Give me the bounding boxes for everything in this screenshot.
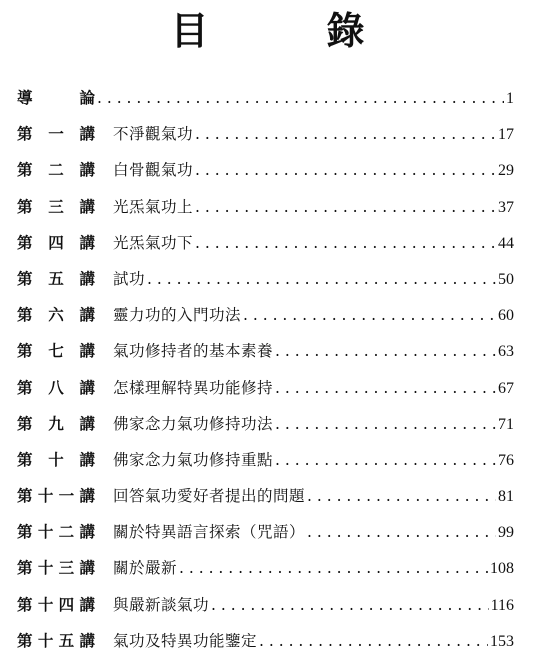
dot-leader (211, 593, 489, 617)
lecture-label-char: 十 (37, 558, 54, 578)
lecture-label (17, 556, 95, 580)
lecture-label-char: 十 (37, 630, 54, 650)
lecture-label-char: 第 (17, 630, 33, 650)
dot-leader (307, 520, 496, 544)
toc-entry-lecture-1 (17, 122, 514, 158)
page-number: 50 (498, 270, 514, 288)
lecture-label-char: 六 (48, 305, 64, 325)
lecture-label-char: 十 (37, 522, 54, 542)
page-number: 116 (490, 596, 514, 614)
dot-leader (147, 267, 496, 291)
lecture-label-char: 第 (17, 486, 33, 506)
dot-leader (307, 484, 496, 508)
toc-entry-lecture-2 (17, 158, 514, 194)
toc-entry-lecture-7 (17, 339, 514, 375)
toc-entry-lecture-15 (17, 629, 514, 665)
chapter-title: 怎樣理解特異功能修持 (113, 378, 274, 397)
toc-entry-lecture-5 (17, 267, 514, 303)
lecture-label-char: 講 (79, 630, 95, 650)
lecture-label-char: 十 (48, 449, 64, 469)
lecture-label-char: 第 (17, 594, 33, 614)
lecture-label (17, 195, 95, 219)
lecture-label (17, 484, 95, 508)
dot-leader (97, 86, 504, 110)
chapter-title: 回答氣功愛好者提出的問題 (113, 487, 306, 506)
chapter-title: 氣功及特異功能鑒定 (113, 631, 258, 650)
chapter-title: 佛家念力氣功修持功法 (113, 414, 274, 433)
lecture-label (17, 520, 95, 544)
lecture-label-char: 講 (79, 268, 95, 288)
lecture-label-char: 講 (79, 160, 95, 180)
lecture-label-char: 第 (17, 377, 33, 397)
lecture-label-char: 第 (17, 160, 33, 180)
lecture-label-char: 第 (17, 196, 33, 216)
lecture-label-char: 講 (79, 486, 95, 506)
lecture-label-char: 第 (17, 268, 33, 288)
page-number: 153 (490, 632, 514, 650)
toc-entry-lecture-13 (17, 556, 514, 592)
chapter-title: 光炁氣功上 (113, 197, 194, 216)
page-title: 目 錄 (170, 8, 405, 53)
lecture-label-char: 第 (17, 232, 33, 252)
toc-entry-lecture-11 (17, 484, 514, 520)
lecture-label-char: 講 (79, 413, 95, 433)
lecture-label (17, 593, 95, 617)
lecture-label-char: 五 (48, 268, 64, 288)
lecture-label (17, 412, 95, 436)
lecture-label (17, 231, 95, 255)
page-number: 76 (498, 451, 514, 469)
lecture-label-char: 八 (48, 377, 64, 397)
lecture-label-char: 一 (58, 486, 75, 506)
toc-entry-lecture-8 (17, 376, 514, 412)
lecture-label (17, 629, 95, 653)
dot-leader (195, 158, 496, 182)
lecture-label-char: 三 (48, 196, 64, 216)
chapter-title: 與嚴新談氣功 (113, 595, 210, 614)
page-number: 60 (498, 307, 514, 325)
dot-leader (259, 629, 488, 653)
dot-leader (275, 339, 496, 363)
page-number: 63 (498, 343, 514, 361)
lecture-label-char: 論 (79, 88, 95, 107)
lecture-label-char: 講 (79, 558, 95, 578)
lecture-label-char: 講 (79, 196, 95, 216)
lecture-label-char: 第 (17, 341, 33, 361)
lecture-label-char: 十 (37, 594, 54, 614)
page-number: 108 (490, 560, 514, 578)
dot-leader (179, 556, 488, 580)
toc-entry-lecture-10 (17, 448, 514, 484)
dot-leader (243, 303, 496, 327)
lecture-label-char: 講 (79, 341, 95, 361)
lecture-label-char: 二 (48, 160, 64, 180)
lecture-label (17, 339, 95, 363)
chapter-title: 關於嚴新 (113, 559, 178, 578)
lecture-label (17, 448, 95, 472)
lecture-label-char: 五 (58, 630, 75, 650)
toc-entry-lecture-4 (17, 231, 514, 267)
lecture-label-char: 講 (79, 594, 95, 614)
toc-entry-lecture-9 (17, 412, 514, 448)
lecture-label-char: 講 (79, 377, 95, 397)
chapter-title: 試功 (113, 269, 146, 288)
dot-leader (195, 122, 496, 146)
chapter-title: 靈力功的入門功法 (113, 306, 242, 325)
page-number: 1 (506, 90, 514, 107)
lecture-label (17, 267, 95, 291)
lecture-label (17, 86, 95, 110)
dot-leader (275, 448, 496, 472)
lecture-label-char: 四 (58, 594, 75, 614)
lecture-label (17, 376, 95, 400)
lecture-label-char: 二 (58, 522, 75, 542)
lecture-label-char: 九 (48, 413, 64, 433)
toc-entry-lecture-14 (17, 593, 514, 629)
toc-entry-lecture-6 (17, 303, 514, 339)
lecture-label-char: 講 (79, 232, 95, 252)
page-number: 44 (498, 234, 514, 252)
toc-entry-lecture-3 (17, 195, 514, 231)
page-number: 99 (498, 524, 514, 542)
toc-list (17, 86, 514, 665)
lecture-label-char: 講 (79, 522, 95, 542)
lecture-label-char: 第 (17, 413, 33, 433)
lecture-label-char: 講 (79, 124, 95, 144)
lecture-label-char: 一 (48, 124, 64, 144)
page-number: 37 (498, 198, 514, 216)
lecture-label-char: 講 (79, 449, 95, 469)
chapter-title: 白骨觀氣功 (113, 161, 194, 180)
lecture-label-char: 十 (37, 486, 54, 506)
lecture-label-char: 講 (79, 305, 95, 325)
chapter-title: 光炁氣功下 (113, 233, 194, 252)
page-number: 67 (498, 379, 514, 397)
toc-entry-lecture-12 (17, 520, 514, 556)
lecture-label (17, 158, 95, 182)
lecture-label-char: 七 (48, 341, 64, 361)
chapter-title: 關於特異語言探索（咒語） (113, 523, 306, 542)
lecture-label-char: 第 (17, 124, 33, 144)
toc-entry-introduction (17, 86, 514, 122)
page-number: 81 (498, 488, 514, 506)
dot-leader (275, 412, 496, 436)
lecture-label-char: 第 (17, 305, 33, 325)
lecture-label (17, 303, 95, 327)
lecture-label-char: 第 (17, 558, 33, 578)
page-number: 29 (498, 162, 514, 180)
dot-leader (195, 231, 496, 255)
lecture-label-char: 第 (17, 449, 33, 469)
chapter-title: 不淨觀氣功 (113, 125, 194, 144)
lecture-label-char: 導 (17, 88, 33, 107)
lecture-label (17, 122, 95, 146)
lecture-label-char: 三 (58, 558, 75, 578)
chapter-title: 氣功修持者的基本素養 (113, 342, 274, 361)
page-number: 71 (498, 415, 514, 433)
lecture-label-char: 第 (17, 522, 33, 542)
chapter-title: 佛家念力氣功修持重點 (113, 450, 274, 469)
dot-leader (275, 376, 496, 400)
dot-leader (195, 195, 496, 219)
page-number: 17 (498, 126, 514, 144)
lecture-label-char: 四 (48, 232, 64, 252)
